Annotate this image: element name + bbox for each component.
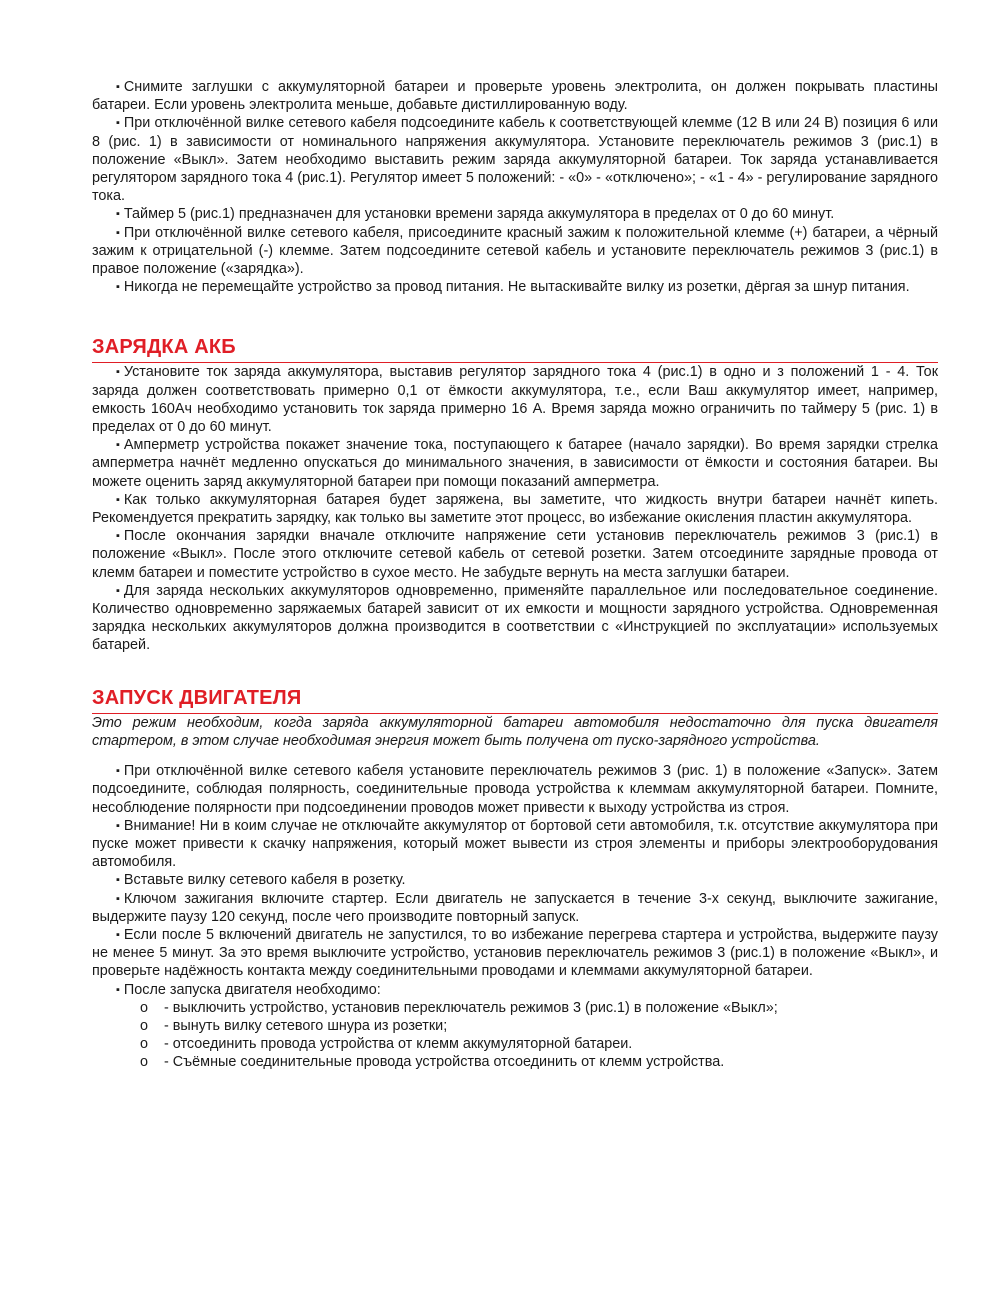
circle-marker-icon: o bbox=[140, 1036, 149, 1053]
circle-marker-icon: o bbox=[140, 1017, 149, 1034]
sublist-item: o - вынуть вилку сетевого шнура из розетки; bbox=[140, 1017, 448, 1034]
section-heading-engine-start: ЗАПУСК ДВИГАТЕЛЯ bbox=[92, 686, 938, 714]
sublist-item: o - выключить устройство, установив переключатель режимов 3 (рис.1) в положение «Выкл»; bbox=[140, 999, 778, 1016]
prep-section bbox=[92, 78, 938, 296]
bullet-icon: ▪ bbox=[116, 117, 120, 130]
bullet-icon: ▪ bbox=[116, 439, 120, 452]
bullet-icon: ▪ bbox=[116, 493, 120, 506]
bullet-icon: ▪ bbox=[116, 983, 120, 996]
bullet-icon: ▪ bbox=[116, 928, 120, 941]
sublist-item: o - Съёмные соединительные провода устройства отсоединить от клемм устройства. bbox=[140, 1054, 725, 1071]
prep-item-5: ▪ Никогда не перемещайте устройство за провод питания. Не вытаскивайте вилку из розетки, дёргая за шнур питания. bbox=[92, 278, 938, 296]
engine-item-4: ▪ Ключом зажигания включите стартер. Если двигатель не запускается в течение 3-х секунд, выключите зажигание, выдержите паузу 120 секунд, после чего производите повторный запуск. bbox=[92, 890, 938, 925]
circle-marker-icon: o bbox=[140, 999, 149, 1016]
section-heading-charging: ЗАРЯДКА АКБ bbox=[92, 335, 938, 363]
engine-item-1: ▪ При отключённой вилке сетевого кабеля установите переключатель режимов 3 (рис. 1) в положение «Запуск». Затем подсоедините, соблюдая полярность, соединительные провода устройства к клеммам аккумуляторной батареи. Помните, несоблюдение полярности при подсоединении проводов может привести к выходу устройства из строя. bbox=[92, 763, 938, 816]
after-start-sublist bbox=[92, 999, 938, 1072]
charging-item-5: ▪ Для заряда нескольких аккумуляторов одновременно, применяйте параллельное или последовательное соединение. Количество одновременно заряжаемых батарей зависит от их емкости и мощности зарядного устройства. Одновременная зарядка нескольких аккумуляторов должна производится в соответствии с «Инструкцией по эксплуатации» используемых батарей. bbox=[92, 582, 938, 654]
sublist-item: o - отсоединить провода устройства от клемм аккумуляторной батареи. bbox=[140, 1036, 633, 1053]
bullet-icon: ▪ bbox=[116, 874, 120, 887]
engine-item-5: ▪ Если после 5 включений двигатель не запустился, то во избежание перегрева стартера и устройства, выдержите паузу не менее 5 минут. За это время выключите устройство, установив переключатель режимов 3 (рис.1) в положение «Выкл», и проверьте надёжность контакта между соединительными проводами и клеммами аккумуляторной батареи. bbox=[92, 926, 938, 980]
bullet-icon: ▪ bbox=[116, 81, 120, 93]
bullet-icon: ▪ bbox=[116, 281, 120, 294]
bullet-icon: ▪ bbox=[116, 530, 120, 543]
prep-item-2: ▪ При отключённой вилке сетевого кабеля подсоедините кабель к соответствующей клемме (12 В или 24 В) позиция 6 или 8 (рис. 1) в зависимости от номинального напряжения аккумулятора. Установите переключатель режимов 3 (рис.1) в положение «Выкл». Затем необходимо выставить режим заряда аккумуляторной батареи. Ток заряда устанавливается регулятором зарядного тока 4 (рис.1). Регулятор имеет 5 положений: - «0» - «отключено»; - «1 - 4» - регулирование зарядного тока. bbox=[92, 115, 938, 205]
charging-section bbox=[92, 363, 938, 654]
spacer bbox=[92, 750, 938, 762]
engine-intro: Это режим необходим, когда заряда аккумуляторной батареи автомобиля недостаточно для пуска двигателя стартером, в этом случае необходимая энергия может быть получена от пуско-зарядного устройства. bbox=[92, 714, 938, 749]
bullet-icon: ▪ bbox=[116, 765, 120, 778]
engine-section bbox=[92, 714, 938, 1072]
bullet-icon: ▪ bbox=[116, 208, 120, 221]
bullet-icon: ▪ bbox=[116, 366, 120, 379]
charging-item-3: ▪ Как только аккумуляторная батарея будет заряжена, вы заметите, что жидкость внутри батареи начнёт кипеть. Рекомендуется прекратить зарядку, как только вы заметите этот процесс, во избежание окисления пластин аккумулятора. bbox=[92, 491, 938, 527]
circle-marker-icon: o bbox=[140, 1054, 149, 1071]
engine-item-6: ▪ После запуска двигателя необходимо: bbox=[92, 981, 938, 999]
bullet-icon: ▪ bbox=[116, 226, 120, 239]
bullet-icon: ▪ bbox=[116, 819, 120, 832]
prep-item-1: ▪ Снимите заглушки с аккумуляторной батареи и проверьте уровень электролита, он должен покрывать пластины батареи. Если уровень электролита меньше, добавьте дистиллированную воду. bbox=[92, 79, 938, 114]
bullet-icon: ▪ bbox=[116, 584, 120, 597]
charging-item-4: ▪ После окончания зарядки вначале отключите напряжение сети установив переключатель режимов 3 (рис.1) в положение «Выкл». После этого отключите сетевой кабель от сетевой розетки. Затем отсоедините зарядные провода от клемм батареи и поместите устройство в сухое место. Не забудьте вернуть на места заглушки батареи. bbox=[92, 528, 938, 581]
charging-item-1: ▪ Установите ток заряда аккумулятора, выставив регулятор зарядного тока 4 (рис.1) в одно и з положений 1 - 4. Ток заряда должен соответствовать примерно 0,1 от ёмкости аккумулятора, т.е., если Ваш аккумулятор имеет, например, емкость 160Ач необходимо установить ток заряда примерно 16 А. Время заряда можно ограничить по таймеру 5 (рис. 1) в пределах от 0 до 60 минут. bbox=[92, 364, 938, 436]
prep-item-3: ▪ Таймер 5 (рис.1) предназначен для установки времени заряда аккумулятора в пределах от 0 до 60 минут. bbox=[92, 205, 938, 223]
bullet-icon: ▪ bbox=[116, 892, 120, 905]
engine-item-2: ▪ Внимание! Ни в коим случае не отключайте аккумулятор от бортовой сети автомобиля, т.к. отсутствие аккумулятора при пуске может привести к скачку напряжения, который может вывести из строя элементы и приборы электрооборудования автомобиля. bbox=[92, 817, 938, 871]
charging-item-2: ▪ Амперметр устройства покажет значение тока, поступающего к батарее (начало зарядки). Во время зарядки стрелка амперметра начнёт медленно опускаться до минимального значения, в зависимости от ёмкости и состояния батареи. Вы можете оценить заряд аккумуляторной батареи при помощи показаний амперметра. bbox=[92, 437, 938, 490]
engine-item-3: ▪ Вставьте вилку сетевого кабеля в розетку. bbox=[92, 871, 938, 889]
document-page bbox=[92, 78, 938, 1072]
prep-item-4: ▪ При отключённой вилке сетевого кабеля, присоедините красный зажим к положительной клемме (+) батареи, а чёрный зажим к отрицательной (-) клемме. Затем подсоедините сетевой кабель и установите переключатель режимов 3 (рис.1) в правое положение («зарядка»). bbox=[92, 224, 938, 278]
